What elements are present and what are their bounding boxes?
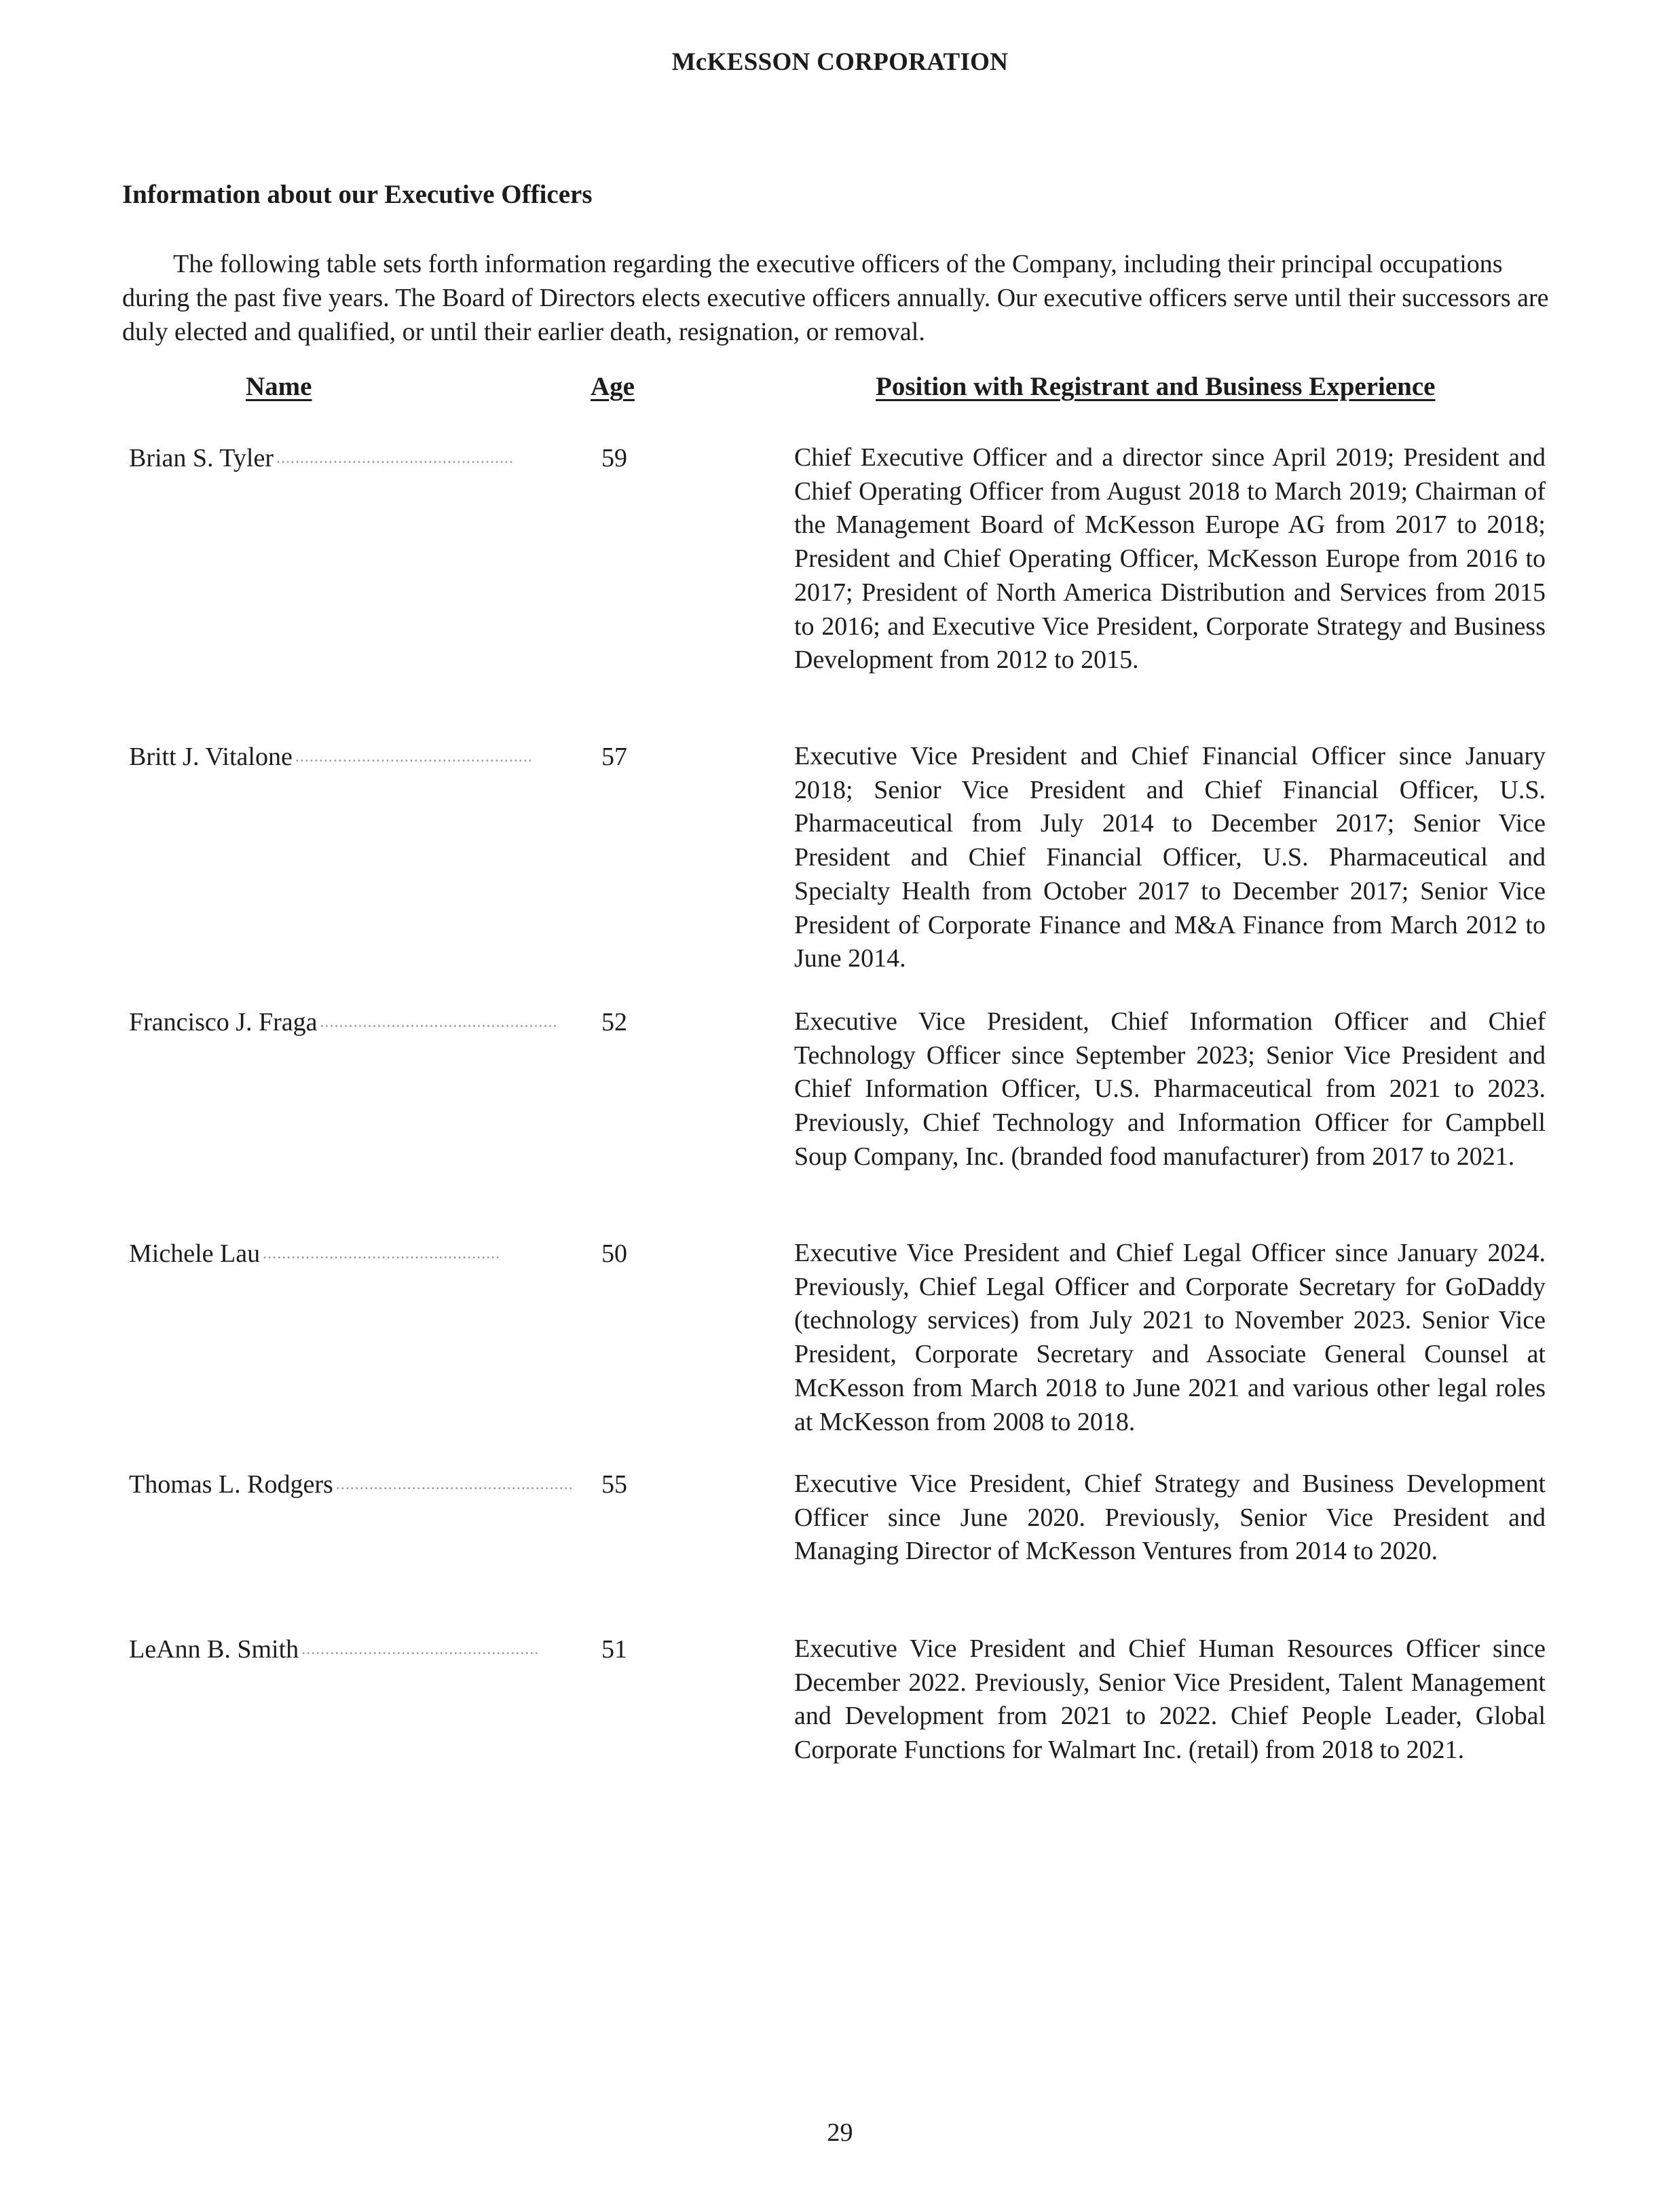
officer-age: 50 <box>601 1239 627 1268</box>
page-number: 29 <box>827 2118 853 2147</box>
officer-name-text: Brian S. Tyler <box>129 444 274 472</box>
officer-name-text: Britt J. Vitalone <box>129 743 293 771</box>
officer-position: Executive Vice President, Chief Strategy and Business Development Officer since June 2020. Previously, Senior Vice President and Managing Director of McKesson Ventures from 2014 to 2020. <box>794 1470 1546 1566</box>
officer-position: Executive Vice President, Chief Information Officer and Chief Technology Officer since September 2023; Senior Vice President and Chief Information Officer, U.S. Pharmaceutical from 2021 to 2023. Previously, Chief Technology and Information Officer for Campbell Soup Company, Inc. (branded food manufacturer) from 2017 to 2021. <box>794 1007 1546 1171</box>
officer-name <box>129 1237 501 1271</box>
column-header-age: Age <box>591 372 635 401</box>
section-title: Information about our Executive Officers <box>122 180 593 209</box>
page-header: McKESSON CORPORATION <box>671 48 1009 76</box>
officer-age: 59 <box>601 444 627 472</box>
officer-age: 52 <box>601 1008 627 1036</box>
column-header-position: Position with Registrant and Business Experience <box>876 372 1436 401</box>
officer-age: 55 <box>601 1470 627 1499</box>
intro-paragraph: The following table sets forth information regarding the executive officers of the Company, including their principal occupations during the past five years. The Board of Directors elects executive officers annually. Our executive officers serve until their successors are duly elected and qualified, or until their earlier death, resignation, or removal. <box>122 250 1549 346</box>
officer-name-text: Thomas L. Rodgers <box>129 1470 333 1499</box>
officer-name <box>129 1005 558 1039</box>
leader-dots: .................................................. <box>335 1476 574 1493</box>
officer-age: 57 <box>601 743 627 771</box>
officer-name <box>129 740 533 774</box>
officer-name <box>129 1632 540 1666</box>
column-header-name: Name <box>246 372 312 401</box>
officer-position: Executive Vice President and Chief Legal Officer since January 2024. Previously, Chief Legal Officer and Corporate Secretary for GoDaddy (technology services) from July 2021 to November 2023. Senior Vice President, Corporate Secretary and Associate General Counsel at McKesson from March 2018 to June 2021 and various other legal roles at McKesson from 2008 to 2018. <box>794 1239 1546 1436</box>
leader-dots: .................................................. <box>276 449 515 467</box>
leader-dots: .................................................. <box>295 748 533 766</box>
officer-position: Executive Vice President and Chief Human Resources Officer since December 2022. Previously, Senior Vice President, Talent Management and Development from 2021 to 2022. Chief People Leader, Global Corporate Functions for Walmart Inc. (retail) from 2018 to 2021. <box>794 1634 1546 1765</box>
officer-name <box>129 1467 574 1501</box>
leader-dots: .................................................. <box>263 1245 501 1262</box>
officer-name-text: Michele Lau <box>129 1239 261 1268</box>
officer-name-text: LeAnn B. Smith <box>129 1635 299 1664</box>
officer-position: Chief Executive Officer and a director since April 2019; President and Chief Operating Officer from August 2018 to March 2019; Chairman of the Management Board of McKesson Europe AG from 2017 to 2018; President and Chief Operating Officer, McKesson Europe from 2016 to 2017; President of North America Distribution and Services from 2015 to 2016; and Executive Vice President, Corporate Strategy and Business Development from 2012 to 2015. <box>794 443 1546 675</box>
officer-name-text: Francisco J. Fraga <box>129 1008 318 1036</box>
officer-position: Executive Vice President and Chief Financial Officer since January 2018; Senior Vice President and Chief Financial Officer, U.S. Pharmaceutical from July 2014 to December 2017; Senior Vice President and Chief Financial Officer, U.S. Pharmaceutical and Specialty Health from October 2017 to December 2017; Senior Vice President of Corporate Finance and M&A Finance from March 2012 to June 2014. <box>794 742 1546 973</box>
leader-dots: .................................................. <box>301 1641 540 1658</box>
officer-name <box>129 441 515 475</box>
leader-dots: .................................................. <box>320 1013 558 1031</box>
officer-age: 51 <box>601 1635 627 1664</box>
